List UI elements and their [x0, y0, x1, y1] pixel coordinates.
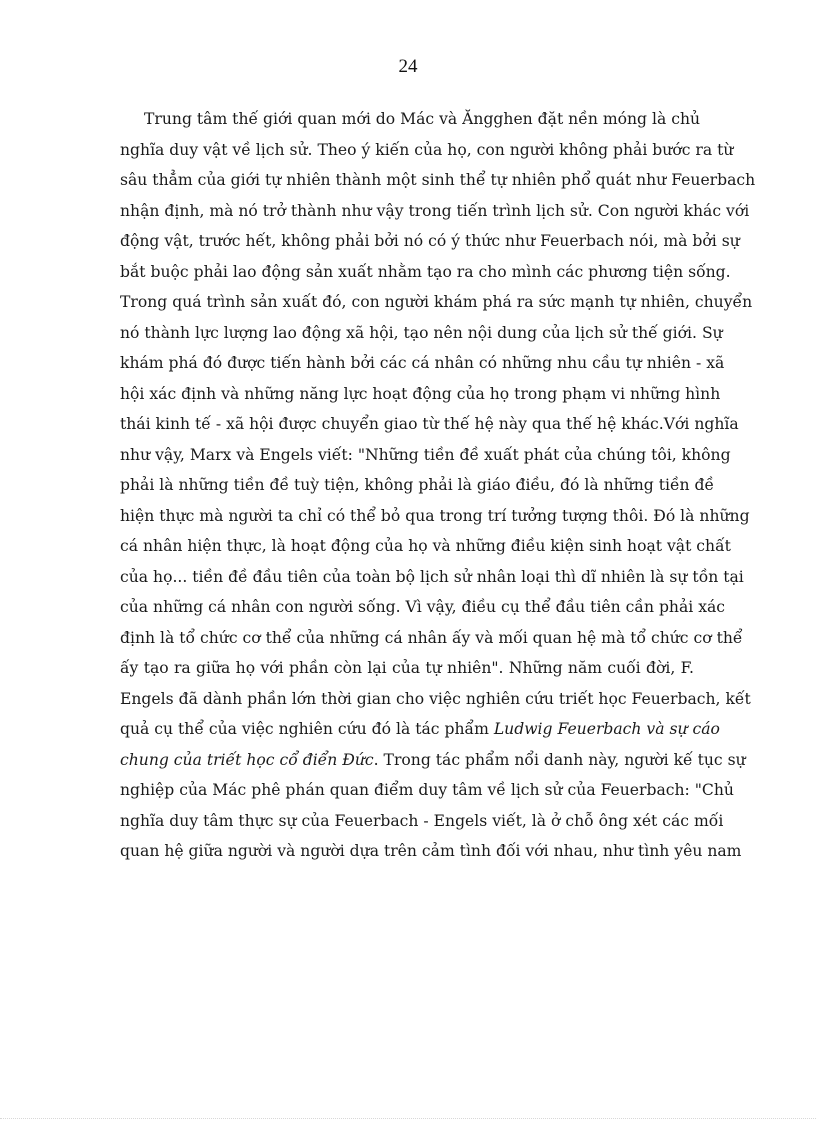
- text-fragment: . Trong tác phẩm nổi danh này, người kế tục sự: [373, 750, 746, 769]
- text-line: [120, 745, 746, 776]
- text-line: quan hệ giữa người và người dựa trên cảm tình đối với nhau, như tình yêu nam: [120, 842, 742, 860]
- text-line: khám phá đó được tiến hành bởi các cá nhân có những nhu cầu tự nhiên - xã: [120, 354, 725, 372]
- text-line: sâu thẳm của giới tự nhiên thành một sinh thể tự nhiên phổ quát như Feuerbach: [120, 171, 756, 189]
- text-line: nghĩa duy tâm thực sự của Feuerbach - Engels viết, là ở chỗ ông xét các mối: [120, 811, 724, 830]
- text-line: nghĩa duy vật về lịch sử. Theo ý kiến của họ, con người không phải bước ra từ: [120, 140, 734, 159]
- text-line: định là tổ chức cơ thể của những cá nhân ấy và mối quan hệ mà tổ chức cơ thể: [120, 628, 743, 647]
- text-line: thái kinh tế - xã hội được chuyển giao từ thế hệ này qua thế hệ khác.Với nghĩa: [120, 415, 739, 433]
- text-line: bắt buộc phải lao động sản xuất nhằm tạo ra cho mình các phương tiện sống.: [120, 262, 731, 281]
- text-line: cá nhân hiện thực, là hoạt động của họ và những điều kiện sinh hoạt vật chất: [120, 537, 731, 555]
- page-number: 24: [398, 56, 418, 77]
- body-text: [120, 104, 756, 867]
- text-line: ấy tạo ra giữa họ với phần còn lại của tự nhiên". Những năm cuối đời, F.: [120, 659, 694, 677]
- text-line: Trung tâm thế giới quan mới do Mác và Ăngghen đặt nền móng là chủ: [144, 110, 701, 128]
- text-line: nghiệp của Mác phê phán quan điểm duy tâm về lịch sử của Feuerbach: "Chủ: [120, 781, 734, 799]
- text-line: động vật, trước hết, không phải bởi nó có ý thức như Feuerbach nói, mà bởi sự: [120, 232, 740, 250]
- text-line: nhận định, mà nó trở thành như vậy trong tiến trình lịch sử. Con người khác với: [120, 201, 750, 220]
- text-line: như vậy, Marx và Engels viết: "Những tiền đề xuất phát của chúng tôi, không: [120, 445, 731, 464]
- text-line: Trong quá trình sản xuất đó, con người khám phá ra sức mạnh tự nhiên, chuyển: [120, 293, 753, 311]
- text-line: hội xác định và những năng lực hoạt động của họ trong phạm vi những hình: [120, 384, 721, 403]
- book-title-italic: chung của triết học cổ điển Đức: [120, 750, 374, 769]
- page-bottom-border: [0, 1118, 816, 1119]
- book-title-italic: Ludwig Feuerbach và sự cáo: [493, 720, 720, 738]
- text-line: của họ... tiền đề đầu tiên của toàn bộ lịch sử nhân loại thì dĩ nhiên là sự tồn tại: [120, 567, 744, 586]
- text-line: [120, 714, 720, 745]
- text-line: Engels đã dành phần lớn thời gian cho việc nghiên cứu triết học Feuerbach, kết: [120, 689, 751, 708]
- text-line: của những cá nhân con người sống. Vì vậy, điều cụ thể đầu tiên cần phải xác: [120, 598, 726, 616]
- text-line: phải là những tiền đề tuỳ tiện, không phải là giáo điều, đó là những tiền đề: [120, 476, 715, 494]
- text-line: hiện thực mà người ta chỉ có thể bỏ qua trong trí tưởng tượng thôi. Đó là những: [120, 506, 750, 525]
- text-fragment: quả cụ thể của việc nghiên cứu đó là tác phẩm: [120, 720, 494, 738]
- text-line: nó thành lực lượng lao động xã hội, tạo nên nội dung của lịch sử thế giới. Sự: [120, 323, 723, 342]
